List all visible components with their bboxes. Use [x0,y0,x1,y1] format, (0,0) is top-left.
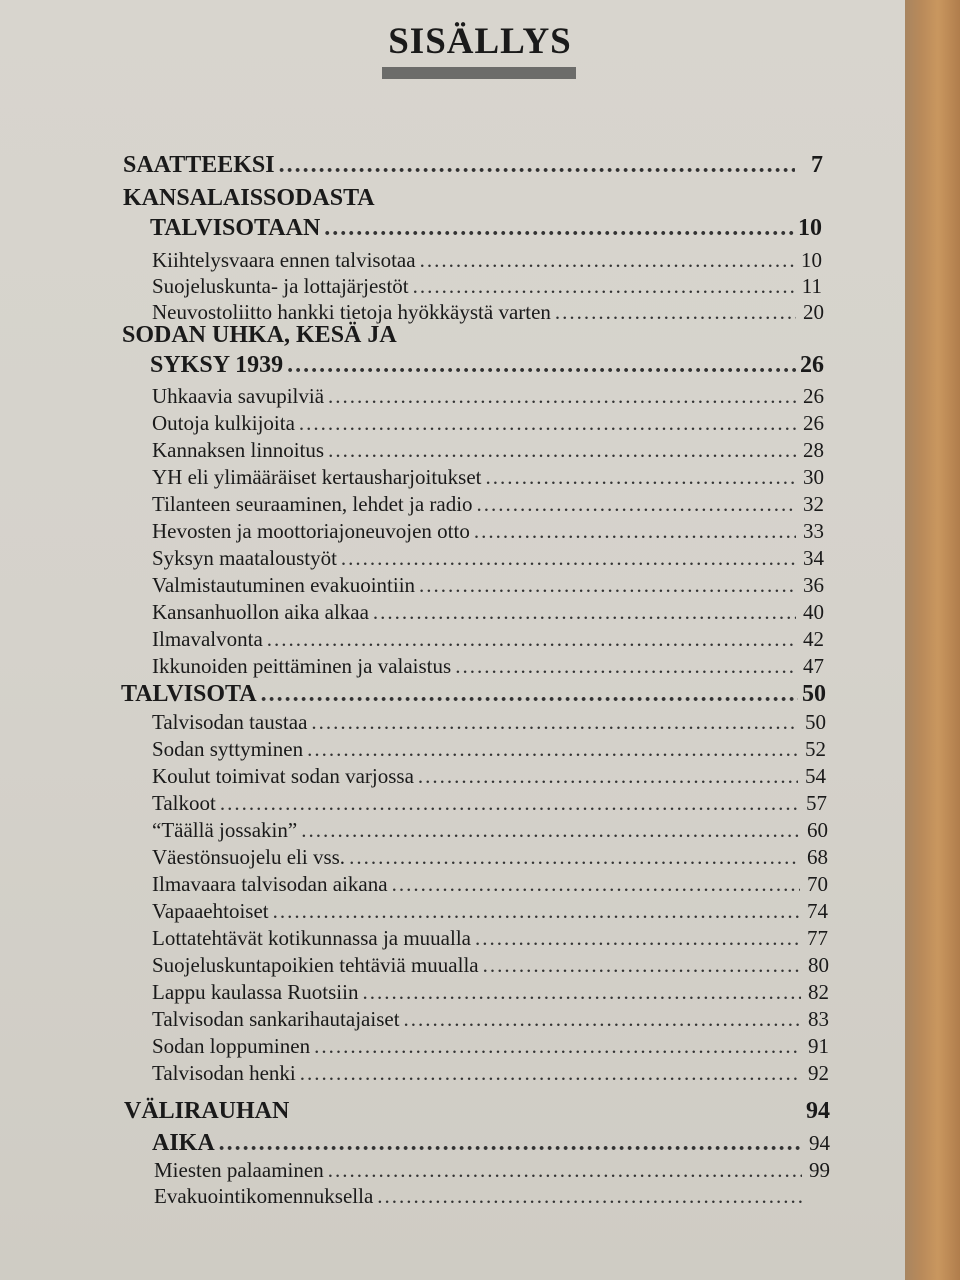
leader-dots [392,872,800,897]
toc-heading-sodan-uhka: SODAN UHKA, KESÄ JA [122,322,397,348]
toc-entry-title: SAATTEEKSI [123,152,275,178]
toc-entry-ilmavalvonta [152,627,824,655]
toc-entry-title: Kansanhuollon aika alkaa [152,600,369,624]
toc-entry-page: 47 [803,654,824,678]
toc-entry-page: 80 [808,953,829,977]
leader-dots [267,627,796,652]
toc-entry-lappu-kaulassa [152,980,829,1008]
toc-entry-talkoot [152,791,827,819]
toc-entry-page: 26 [803,384,824,408]
toc-entry-syksyn [152,546,824,574]
toc-entry-title: Kiihtelysvaara ennen talvisotaa [152,248,416,272]
leader-dots [413,274,794,299]
page-title [0,20,960,63]
toc-entry-page: 94 [806,1098,830,1124]
leader-dots [377,1184,802,1209]
leader-dots [307,737,798,762]
toc-entry-title: Evakuointikomennuksella [154,1184,374,1208]
toc-entry-talvisota [121,681,826,709]
toc-entry-koulut [152,764,826,792]
toc-entry-title: Sodan loppuminen [152,1034,311,1058]
toc-entry-title: YH eli ylimääräiset kertausharjoitukset [152,465,482,489]
toc-entry-ikkunoiden [152,654,824,682]
toc-entry-title: AIKA [152,1130,215,1156]
toc-entry-sankarihautajaiset [152,1007,829,1035]
leader-dots [311,710,798,735]
toc-entry-title: Lottatehtävät kotikunnassa ja muualla [152,926,471,950]
toc-entry-page: 70 [807,872,828,896]
leader-dots [324,215,794,242]
leader-dots [300,1061,801,1086]
leader-dots [373,600,796,625]
toc-entry-title: Vapaaehtoiset [152,899,269,923]
toc-entry-miesten-palaaminen [154,1158,830,1186]
leader-dots [475,926,800,951]
toc-entry-title: Lappu kaulassa Ruotsiin [152,980,359,1004]
toc-entry-page: 60 [807,818,828,842]
toc-entry-title: Talvisodan sankarihautajaiset [152,1007,400,1031]
page-title-text: SISÄLLYS [388,21,572,62]
toc-entry-page: 92 [808,1061,829,1085]
toc-entry-talvisotaan [150,215,822,243]
leader-dots [301,818,800,843]
leader-dots [273,899,800,924]
toc-entry-title: Hevosten ja moottoriajoneuvojen otto [152,519,470,543]
toc-entry-title: Ilmavaara talvisodan aikana [152,872,388,896]
leader-dots [455,654,796,679]
toc-entry-page: 40 [803,600,824,624]
toc-entry-title: Ilmavalvonta [152,627,263,651]
toc-entry-page: 42 [803,627,824,651]
toc-entry-hevosten [152,519,824,547]
title-underline-bar [382,67,576,79]
toc-entry-title: Talvisodan taustaa [152,710,308,734]
toc-entry-page: 10 [801,248,822,272]
toc-entry-page: 50 [805,710,826,734]
toc-entry-page: 26 [800,352,824,378]
leader-dots [328,384,796,409]
leader-dots [418,764,798,789]
toc-entry-vaestonsuojelu [152,845,828,873]
toc-entry-taustaa [152,710,826,738]
toc-entry-aika [152,1130,830,1158]
leader-dots [328,438,796,463]
toc-entry-kiihtelysvaara [152,248,822,276]
toc-entry-title: Miesten palaaminen [154,1158,324,1182]
toc-entry-title: Ikkunoiden peittäminen ja valaistus [152,654,452,678]
leader-dots [261,681,798,708]
toc-entry-title: TALVISOTA [121,681,257,707]
toc-entry-yh [152,465,824,493]
toc-entry-uhkaavia [152,384,824,412]
toc-entry-page: 7 [811,152,823,178]
toc-entry-suojeluskuntapoikien [152,953,829,981]
toc-entry-page: 74 [807,899,828,923]
toc-entry-page: 30 [803,465,824,489]
toc-entry-page: 77 [807,926,828,950]
toc-entry-title: Neuvostoliitto hankki tietoja hyökkäystä varten [152,300,551,324]
toc-entry-page: 83 [808,1007,829,1031]
toc-entry-suojeluskunta [152,274,822,302]
toc-entry-title: Uhkaavia savupilviä [152,384,325,408]
toc-entry-page: 20 [803,300,824,324]
toc-entry-page: 99 [809,1158,830,1182]
leader-dots [341,546,796,571]
toc-entry-tilanteen [152,492,824,520]
toc-entry-lottatehtavat [152,926,828,954]
toc-heading-valirauhan [124,1098,830,1126]
toc-entry-title: Koulut toimivat sodan varjossa [152,764,414,788]
leader-dots [279,152,795,179]
toc-heading-kansalaissodasta: KANSALAISSODASTA [123,185,375,211]
leader-dots [555,300,796,325]
toc-entry-title: Syksyn maataloustyöt [152,546,337,570]
toc-entry-kannaksen [152,438,824,466]
toc-entry-page: 26 [803,411,824,435]
toc-entry-syttyminen [152,737,826,765]
leader-dots [477,492,796,517]
toc-entry-ilmavaara [152,872,828,900]
toc-entry-page: 33 [803,519,824,543]
leader-dots [220,791,799,816]
leader-dots [419,573,796,598]
toc-entry-evakuointikomennuksella [154,1184,830,1212]
toc-entry-sodan-loppuminen [152,1034,829,1062]
toc-entry-title: SYKSY 1939 [150,352,284,378]
leader-dots [314,1034,801,1059]
toc-entry-title: Tilanteen seuraaminen, lehdet ja radio [152,492,473,516]
toc-entry-page: 11 [801,274,822,298]
book-spine [905,0,960,1280]
toc-entry-page: 36 [803,573,824,597]
leader-dots [420,248,794,273]
toc-entry-title: “Täällä jossakin” [152,818,298,842]
toc-entry-title: Suojeluskuntapoikien tehtäviä muualla [152,953,479,977]
leader-dots [328,1158,802,1183]
toc-entry-syksy-1939 [150,352,824,380]
toc-entry-valmistautuminen [152,573,824,601]
toc-entry-title: Väestönsuojelu eli vss. [152,845,346,869]
toc-entry-page: 32 [803,492,824,516]
toc-entry-title: Outoja kulkijoita [152,411,295,435]
toc-entry-page: 34 [803,546,824,570]
toc-entry-kansanhuollon [152,600,824,628]
toc-entry-page: 68 [807,845,828,869]
toc-entry-title: Suojeluskunta- ja lottajärjestöt [152,274,409,298]
toc-entry-page: 57 [806,791,827,815]
toc-entry-page: 91 [808,1034,829,1058]
toc-entry-outoja [152,411,824,439]
toc-entry-page: 54 [805,764,826,788]
leader-dots [349,845,800,870]
toc-entry-title: Kannaksen linnoitus [152,438,325,462]
toc-entry-title: VÄLIRAUHAN [124,1098,290,1124]
toc-entry-title: TALVISOTAAN [150,215,321,241]
toc-entry-page: 28 [803,438,824,462]
leader-dots [485,465,796,490]
toc-entry-saatteeksi [123,152,823,180]
toc-entry-vapaaehtoiset [152,899,828,927]
toc-entry-page: 50 [802,681,826,707]
leader-dots [287,352,796,379]
toc-entry-title: Talkoot [152,791,216,815]
toc-entry-page: 52 [805,737,826,761]
toc-entry-talvisodan-henki [152,1061,829,1089]
toc-entry-page: 94 [809,1131,830,1155]
toc-entry-title: Valmistautuminen evakuointiin [152,573,416,597]
toc-entry-page: 82 [808,980,829,1004]
leader-dots [404,1007,801,1032]
leader-dots [362,980,801,1005]
toc-entry-title: Talvisodan henki [152,1061,296,1085]
leader-dots [474,519,796,544]
toc-entry-taalla-jossakin [152,818,828,846]
toc-entry-page: 10 [798,215,822,241]
toc-entry-title: Sodan syttyminen [152,737,304,761]
leader-dots [299,411,796,436]
leader-dots [219,1130,802,1157]
leader-dots [483,953,801,978]
